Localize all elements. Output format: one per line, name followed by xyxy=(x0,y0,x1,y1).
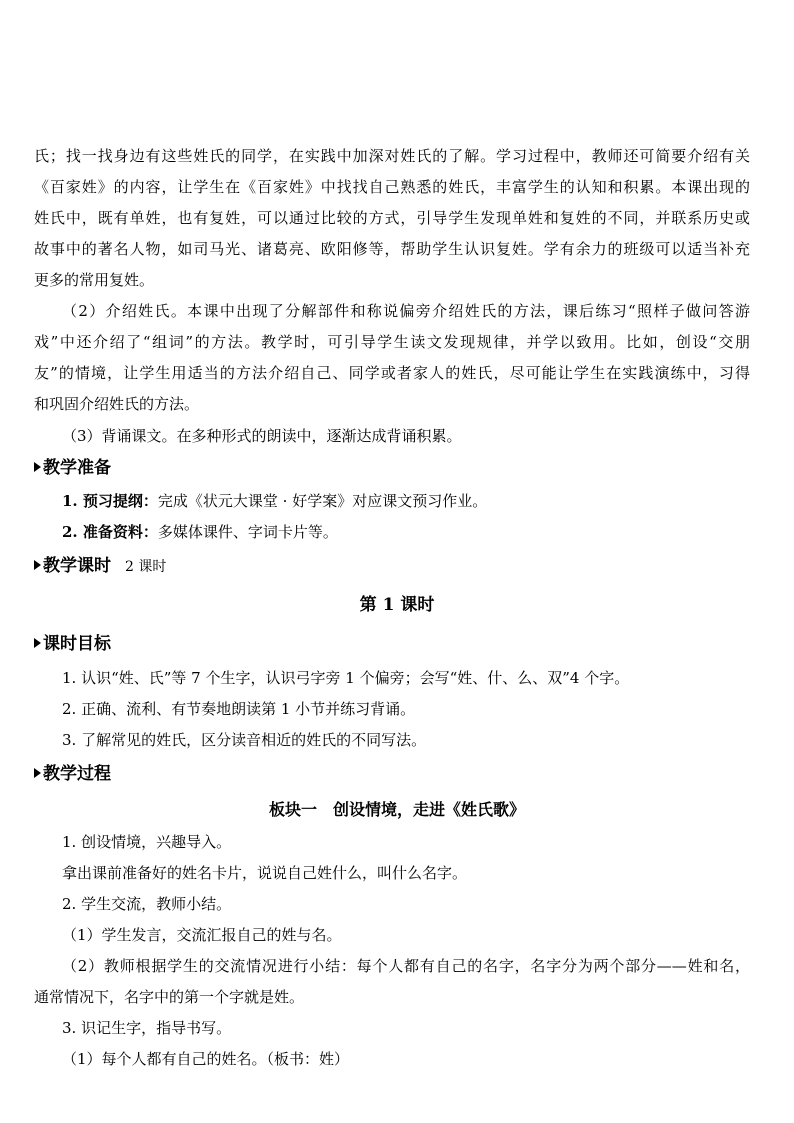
text-line: 氏；找一找身边有这些姓氏的同学，在实践中加深对姓氏的了解。学习过程中，教师还可简要介绍有关 xyxy=(34,147,750,165)
point-3-paragraph: （3）背诵课文。在多种形式的朗读中，逐渐达成背诵积累。 xyxy=(62,427,462,445)
text-line: 戏”中还介绍了“组词”的方法。教学时，可引导学生读文发现规律，并学以致用。比如，创设“交朋 xyxy=(34,333,750,351)
lesson-title: 第 1 课时 xyxy=(359,595,435,615)
triangle-bullet-icon xyxy=(34,560,41,570)
heading-text: 教学准备 xyxy=(43,458,111,478)
step-heading: 2. 学生交流，教师小结。 xyxy=(62,895,232,913)
heading-text: 教学课时 xyxy=(43,556,111,576)
text-line: （2）介绍姓氏。本课中出现了分解部件和称说偏旁介绍姓氏的方法，课后练习“照样子做问答游 xyxy=(62,302,750,320)
hours-value: 2 课时 xyxy=(125,559,167,575)
prep-item-text: 完成《状元大课堂 · 好学案》对应课文预习作业。 xyxy=(157,492,488,510)
triangle-bullet-icon xyxy=(34,462,41,472)
section-heading-prep xyxy=(34,458,111,478)
prep-item-text: 多媒体课件、字词卡片等。 xyxy=(157,523,338,541)
heading-text: 课时目标 xyxy=(43,634,111,654)
text-line: 友”的情境，让学生用适当的方法介绍自己、同学或者家人的姓氏，尽可能让学生在实践演练中，习得 xyxy=(34,364,750,382)
heading-text: 教学过程 xyxy=(43,764,111,784)
section-heading-process xyxy=(34,764,111,784)
triangle-bullet-icon xyxy=(34,638,41,648)
step-text: 通常情况下，名字中的第一个字就是姓。 xyxy=(34,988,305,1006)
text-line: 和巩固介绍姓氏的方法。 xyxy=(34,395,200,413)
section-heading-hours xyxy=(34,556,166,577)
prep-item-label: 2. 准备资料： xyxy=(62,523,158,541)
text-line: 《百家姓》的内容，让学生在《百家姓》中找找自己熟悉的姓氏，丰富学生的认知和积累。本课出现的 xyxy=(34,178,750,196)
block-title: 板块一 创设情境，走进《姓氏歌》 xyxy=(268,800,525,819)
goal-item: 2. 正确、流利、有节奏地朗读第 1 小节并练习背诵。 xyxy=(62,700,416,718)
step-text: 拿出课前准备好的姓名卡片，说说自己姓什么，叫什么名字。 xyxy=(62,864,468,882)
text-line: 更多的常用复姓。 xyxy=(34,271,155,289)
triangle-bullet-icon xyxy=(34,768,41,778)
step-text: （1）学生发言，交流汇报自己的姓与名。 xyxy=(62,926,342,944)
step-heading: 1. 创设情境，兴趣导入。 xyxy=(62,833,232,851)
goal-item: 1. 认识“姓、氏”等 7 个生字，认识弓字旁 1 个偏旁；会写“姓、什、么、双”4 个字。 xyxy=(62,669,630,687)
text-line: 姓氏中，既有单姓，也有复姓，可以通过比较的方式，引导学生发现单姓和复姓的不同，并联系历史或 xyxy=(34,209,750,227)
prep-item xyxy=(62,523,338,541)
section-heading-goals xyxy=(34,634,111,654)
prep-item-label: 1. 预习提纲： xyxy=(62,492,158,510)
goal-item: 3. 了解常见的姓氏，区分读音相近的姓氏的不同写法。 xyxy=(62,731,427,749)
prep-item xyxy=(62,492,487,510)
step-text: （2）教师根据学生的交流情况进行小结：每个人都有自己的名字，名字分为两个部分——姓和名， xyxy=(62,957,750,975)
text-line: 故事中的著名人物，如司马光、诸葛亮、欧阳修等，帮助学生认识复姓。学有余力的班级可以适当补充 xyxy=(34,240,750,258)
step-text: （1）每个人都有自己的姓名。（板书：姓） xyxy=(62,1050,350,1068)
step-heading: 3. 识记生字，指导书写。 xyxy=(62,1019,232,1037)
